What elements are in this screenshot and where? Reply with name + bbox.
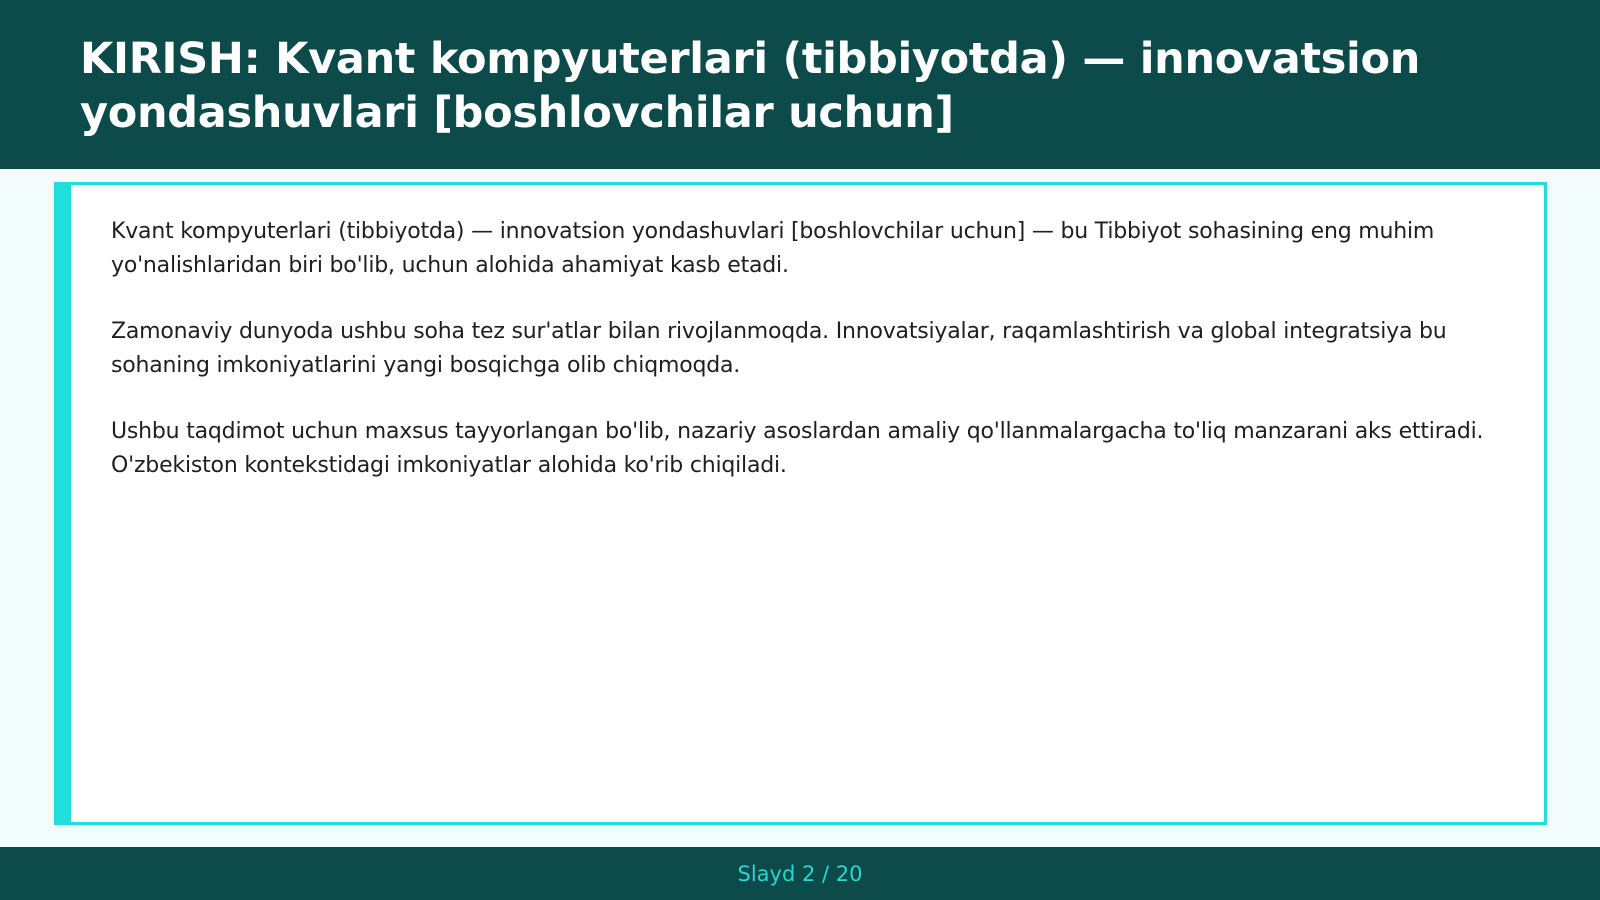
slide-footer bbox=[0, 847, 1600, 900]
content-panel bbox=[54, 182, 1547, 825]
paragraph-intro: Kvant kompyuterlari (tibbiyotda) — innovatsion yondashuvlari [boshlovchilar uchun] — bu Tibbiyot sohasining eng muhim yo'nalishlaridan biri bo'lib, uchun alohida ahamiyat kasb etadi. bbox=[111, 219, 1435, 278]
slide-counter: Slayd 2 / 20 bbox=[737, 861, 863, 886]
slide-title: KIRISH: Kvant kompyuterlari (tibbiyotda) — innovatsion yondashuvlari [boshlovchilar uchun] bbox=[80, 34, 1421, 138]
slide-header bbox=[0, 0, 1600, 169]
paragraph-modern-world: Zamonaviy dunyoda ushbu soha tez sur'atlar bilan rivojlanmoqda. Innovatsiyalar, raqamlashtirish va global integratsiya bu sohaning imkoniyatlarini yangi bosqichga olib chiqmoqda. bbox=[111, 319, 1447, 378]
paragraph-presentation-purpose: Ushbu taqdimot uchun maxsus tayyorlangan bo'lib, nazariy asoslardan amaliy qo'llanmalargacha to'liq manzarani aks ettiradi. O'zbekiston kontekstidagi imkoniyatlar alohida ko'rib chiqiladi. bbox=[111, 419, 1484, 478]
